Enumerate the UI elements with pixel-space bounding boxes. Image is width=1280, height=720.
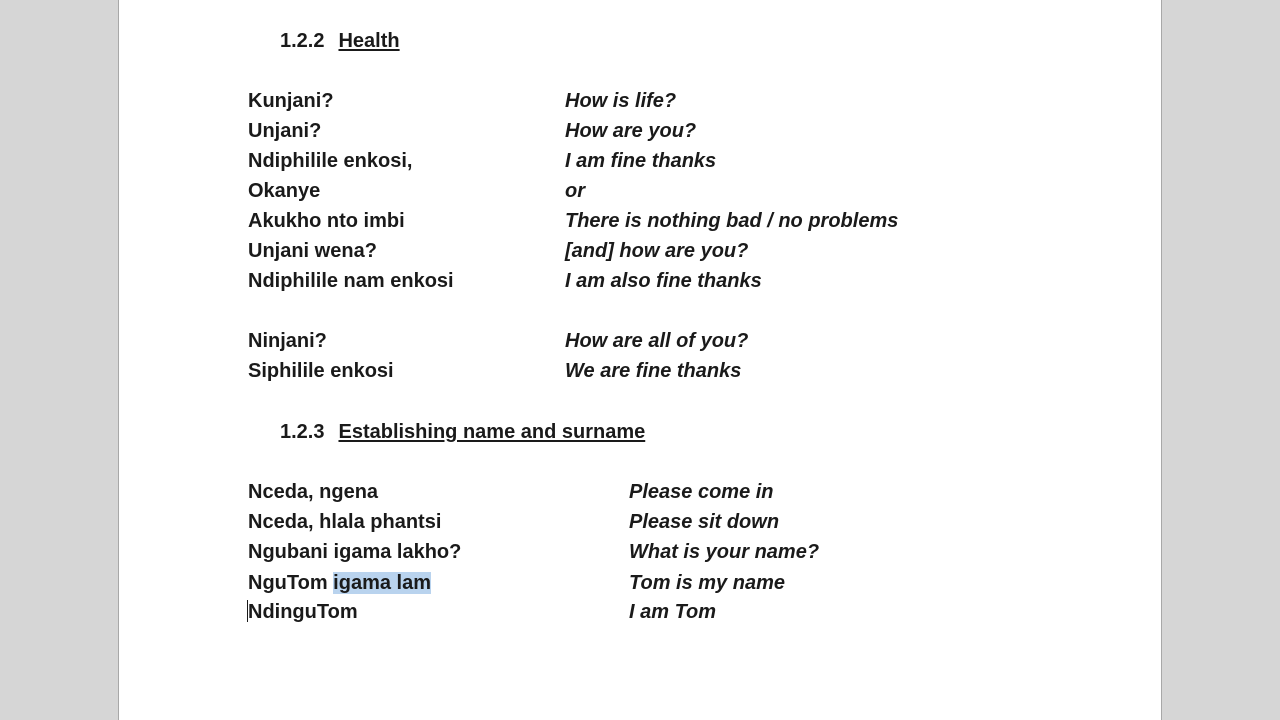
xhosa-phrase: Okanye bbox=[248, 180, 321, 202]
xhosa-phrase: Nceda, hlala phantsi bbox=[248, 511, 442, 533]
english-translation: Please sit down bbox=[629, 511, 780, 533]
xhosa-phrase: Ndiphilile nam enkosi bbox=[248, 270, 454, 292]
xhosa-phrase: Ninjani? bbox=[248, 330, 327, 352]
section-heading-name bbox=[280, 420, 645, 444]
text-cursor bbox=[247, 600, 248, 622]
english-translation: [and] how are you? bbox=[565, 240, 749, 262]
xhosa-phrase: Ndiphilile enkosi, bbox=[248, 150, 413, 172]
english-translation: or bbox=[565, 180, 585, 202]
english-translation: What is your name? bbox=[629, 541, 820, 563]
english-translation: How is life? bbox=[565, 90, 677, 112]
xhosa-phrase: Unjani? bbox=[248, 120, 322, 142]
xhosa-phrase-text: NguTom bbox=[248, 572, 334, 594]
section-title: Health bbox=[338, 30, 400, 52]
xhosa-phrase: Kunjani? bbox=[248, 90, 334, 112]
xhosa-phrase: Unjani wena? bbox=[248, 240, 377, 262]
section-number: 1.2.3 bbox=[280, 421, 325, 443]
section-title: Establishing name and surname bbox=[338, 421, 646, 443]
english-translation: Tom is my name bbox=[629, 572, 785, 594]
xhosa-phrase: Nceda, ngena bbox=[248, 481, 379, 503]
english-translation: How are you? bbox=[565, 120, 697, 142]
document-content bbox=[119, 0, 1163, 720]
xhosa-phrase: NdinguTom bbox=[248, 601, 358, 623]
xhosa-phrase bbox=[248, 570, 431, 596]
english-translation: I am fine thanks bbox=[565, 150, 717, 172]
english-translation: We are fine thanks bbox=[565, 360, 742, 382]
section-heading-health bbox=[280, 29, 400, 53]
english-translation: Please come in bbox=[629, 481, 774, 503]
english-translation: How are all of you? bbox=[565, 330, 749, 352]
section-number: 1.2.2 bbox=[280, 30, 325, 52]
english-translation: I am also fine thanks bbox=[565, 270, 762, 292]
document-page[interactable] bbox=[118, 0, 1162, 720]
xhosa-phrase: Akukho nto imbi bbox=[248, 210, 405, 232]
english-translation: I am Tom bbox=[629, 601, 717, 623]
xhosa-phrase: Siphilile enkosi bbox=[248, 360, 394, 382]
selected-text[interactable]: igama lam bbox=[333, 572, 431, 594]
english-translation: There is nothing bad / no problems bbox=[565, 210, 899, 232]
xhosa-phrase: Ngubani igama lakho? bbox=[248, 541, 462, 563]
